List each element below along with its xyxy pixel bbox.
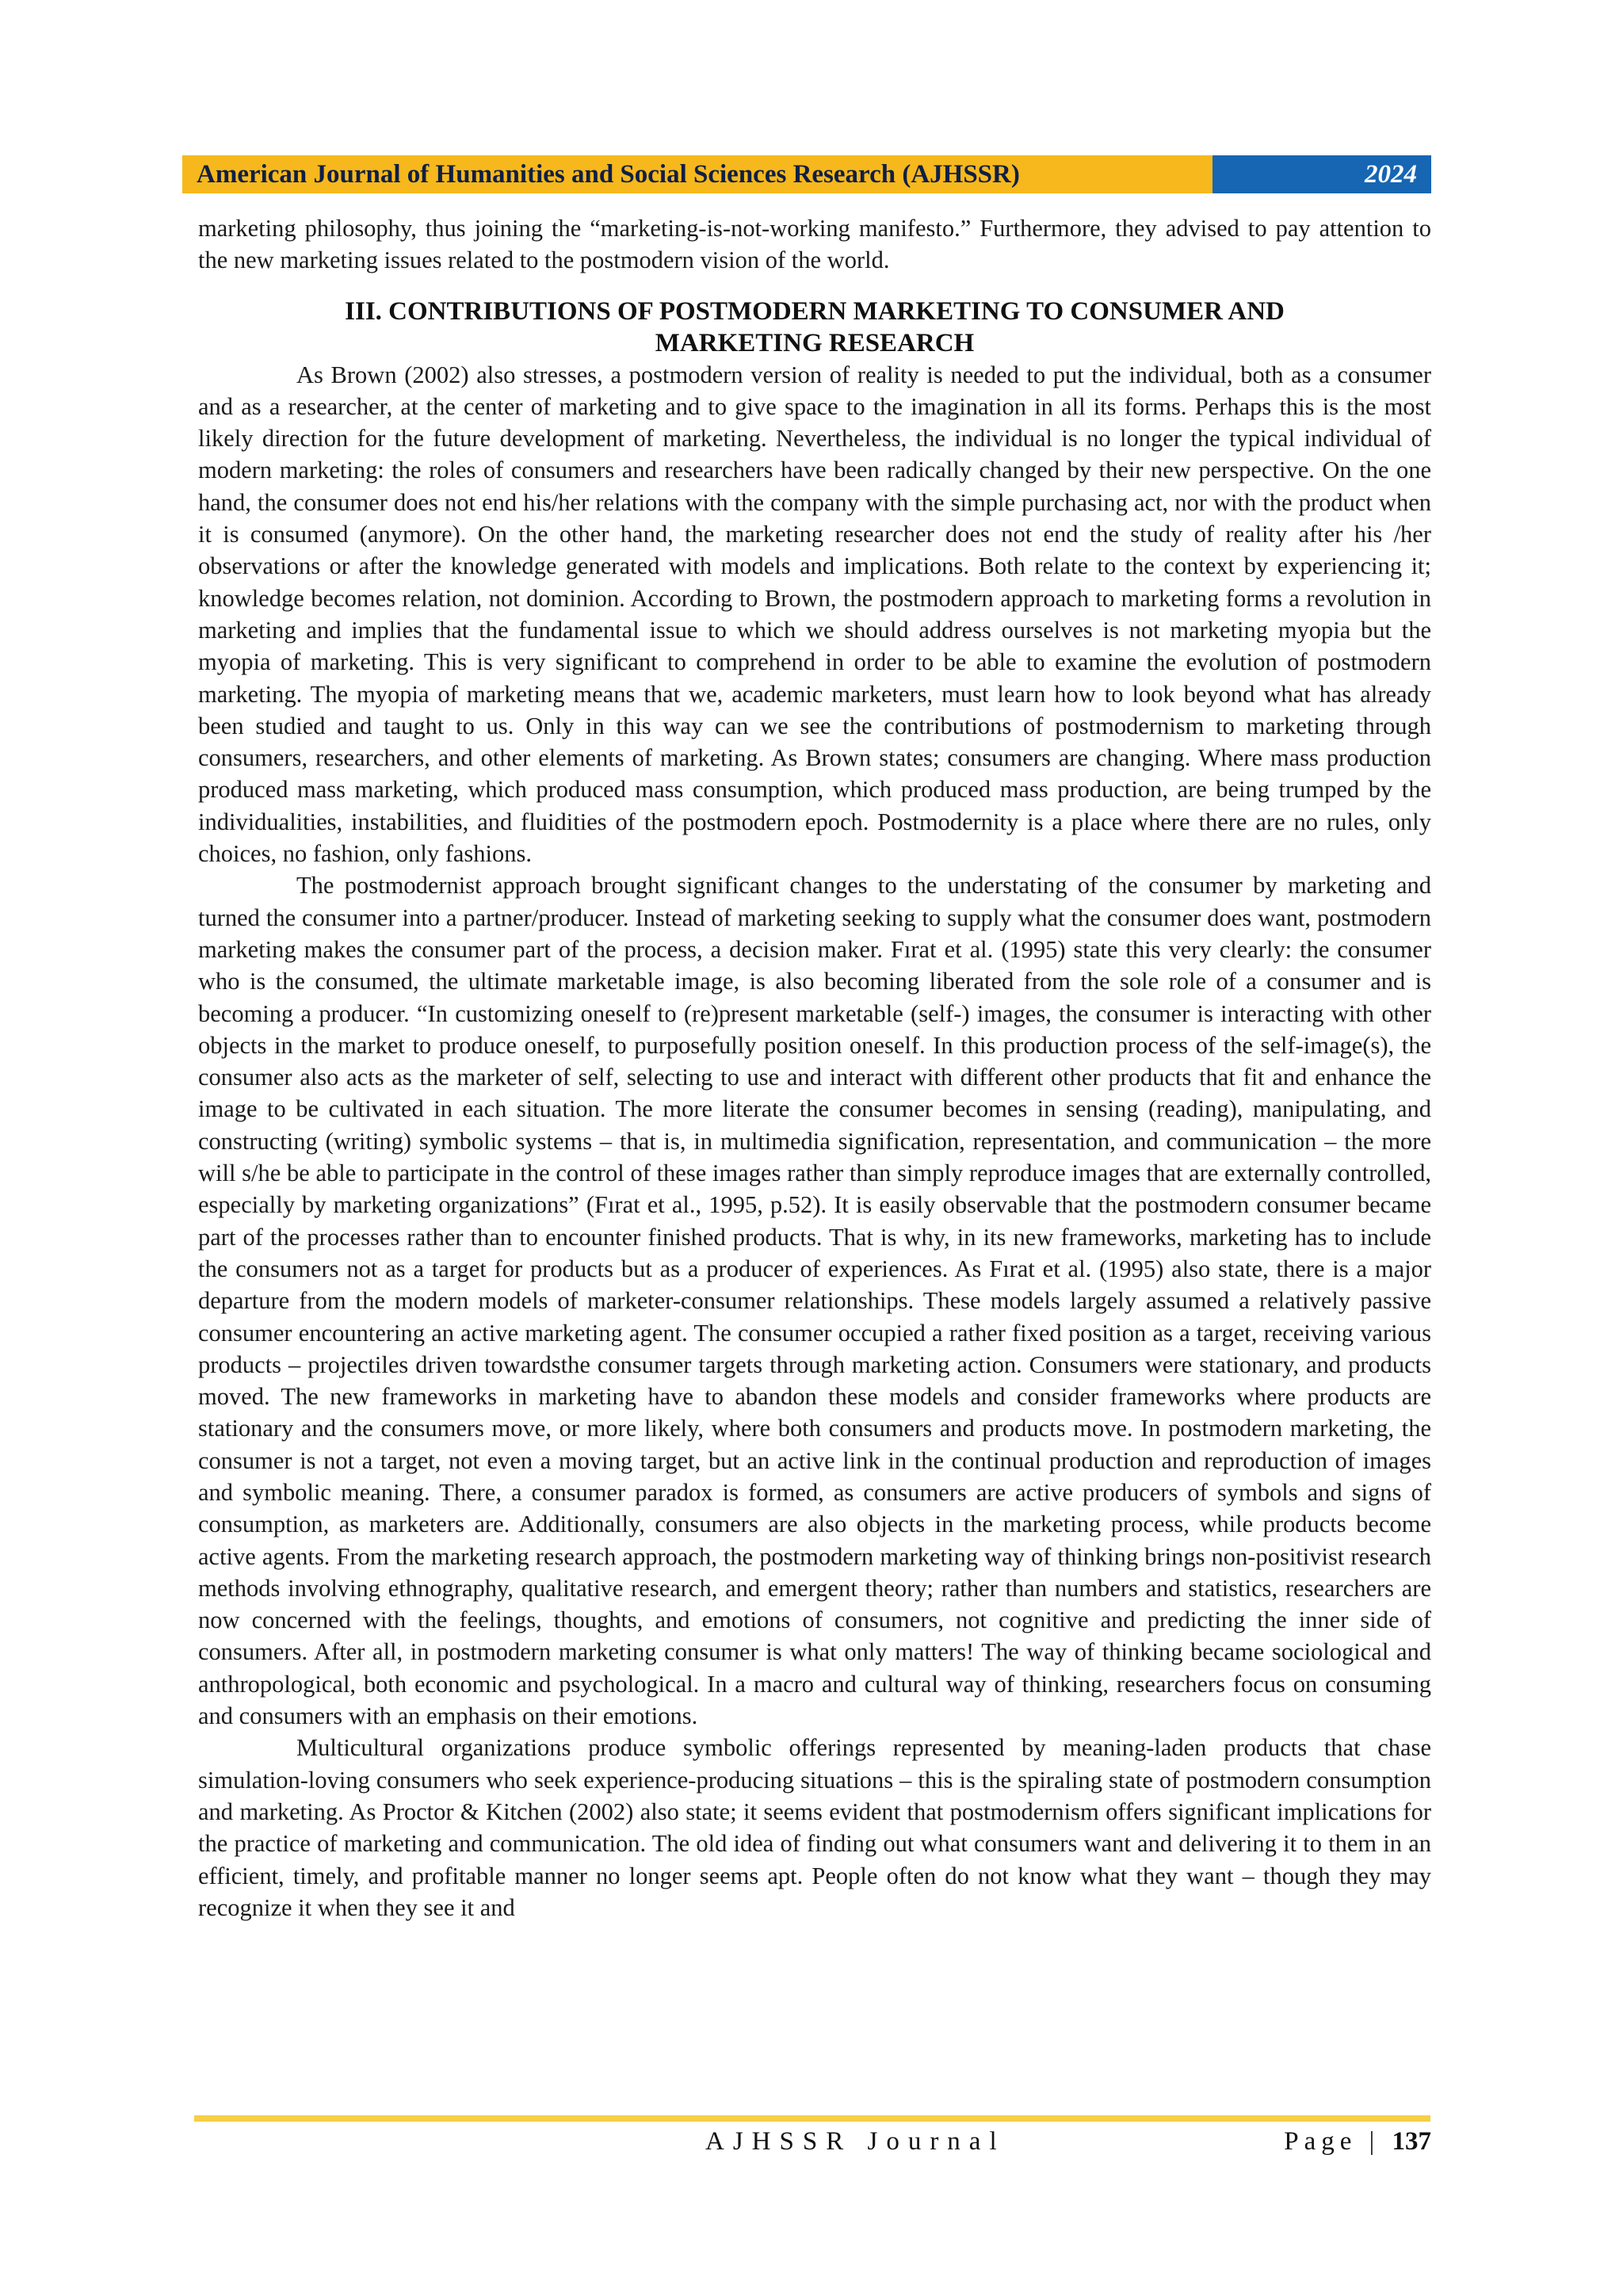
- journal-header: [182, 155, 1431, 193]
- journal-title: American Journal of Humanities and Social Sciences Research (AJHSSR): [182, 155, 1212, 193]
- footer-journal-name: AJHSSR Journal: [705, 2127, 1006, 2156]
- footer-page-indicator: [1284, 2127, 1431, 2157]
- paragraph-postmodernist-approach: The postmodernist approach brought significant changes to the understating of the consumer by marketing and turned the consumer into a partner/producer. Instead of marketing seeking to supply what the consumer does want, postmodern marketing makes the consumer part of the process, a decision maker. Fırat et al. (1995) state this very clearly: the consumer who is the consumed, the ultimate marketable image, is also becoming liberated from the sole role of a consumer and is becoming a producer. “In customizing oneself to (re)present marketable (self-) images, the consumer is interacting with other objects in the market to produce oneself, to purposefully position oneself. In this production process of the self-image(s), the consumer also acts as the marketer of self, selecting to use and interact with different other products that fit and enhance the image to be cultivated in each situation. The more literate the consumer becomes in sensing (reading), manipulating, and constructing (writing) symbolic systems – that is, in multimedia signification, representation, and communication – the more will s/he be able to participate in the control of these images rather than simply reproduce images that are externally controlled, especially by marketing organizations” (Fırat et al., 1995, p.52). It is easily observable that the postmodern consumer became part of the processes rather than to encounter finished products. That is why, in its new frameworks, marketing has to include the consumers not as a target for products but as a producer of experiences. As Fırat et al. (1995) also state, there is a major departure from the modern models of marketer-consumer relationships. These models largely assumed a relatively passive consumer encountering an active marketing agent. The consumer occupied a rather fixed position as a target, receiving various products – projectiles driven towardsthe consumer targets through marketing action. Consumers were stationary, and products moved. The new frameworks in marketing have to abandon these models and consider frameworks where products are stationary and the consumers move, or more likely, where both consumers and products move. In postmodern marketing, the consumer is not a target, not even a moving target, but an active link in the continual production and reproduction of images and symbolic meaning. There, a consumer paradox is formed, as consumers are active producers of symbols and signs of consumption, as marketers are. Additionally, consumers are also objects in the marketing process, while products become active agents. From the marketing research approach, the postmodern marketing way of thinking brings non-positivist research methods involving ethnography, qualitative research, and emergent theory; rather than numbers and statistics, researchers are now concerned with the feelings, thoughts, and emotions of consumers, not cognitive and predicting the inner side of consumers. After all, in postmodern marketing consumer is what only matters! The way of thinking became sociological and anthropological, both economic and psychological. In a macro and cultural way of thinking, researchers focus on consuming and consumers with an emphasis on their emotions.: [198, 872, 1431, 1730]
- section-heading-line-2: MARKETING RESEARCH: [655, 328, 975, 357]
- publication-year: 2024: [1212, 155, 1431, 193]
- section-heading: [198, 296, 1431, 359]
- page-footer: [198, 2127, 1431, 2164]
- article-body: [198, 212, 1431, 1924]
- paragraph-multicultural: Multicultural organizations produce symbolic offerings represented by meaning-laden products that chase simulation-loving consumers who seek experience-producing situations – this is the spiraling state of postmodern consumption and marketing. As Proctor & Kitchen (2002) also state; it seems evident that postmodernism offers significant implications for the practice of marketing and communication. The old idea of finding out what consumers want and delivering it to them in an efficient, timely, and profitable manner no longer seems apt. People often do not know what they want – though they may recognize it when they see it and: [198, 1734, 1431, 1921]
- page-number: 137: [1392, 2127, 1431, 2156]
- section-heading-line-1: III. CONTRIBUTIONS OF POSTMODERN MARKETING TO CONSUMER AND: [345, 296, 1285, 326]
- footer-page-label: Page |: [1284, 2127, 1381, 2156]
- footer-rule: [194, 2115, 1430, 2122]
- intro-paragraph: marketing philosophy, thus joining the “marketing-is-not-working manifesto.” Furthermore, they advised to pay attention to the new marketing issues related to the postmodern vision of the world.: [198, 215, 1431, 274]
- paragraph-brown: As Brown (2002) also stresses, a postmodern version of reality is needed to put the individual, both as a consumer and as a researcher, at the center of marketing and to give space to the imagination in all its forms. Perhaps this is the most likely direction for the future development of marketing. Nevertheless, the individual is no longer the typical individual of modern marketing: the roles of consumers and researchers have been radically changed by their new perspective. On the one hand, the consumer does not end his/her relations with the company with the simple purchasing act, nor with the product when it is consumed (anymore). On the other hand, the marketing researcher does not end the study of reality after his /her observations or after the knowledge generated with models and implications. Both relate to the context by experiencing it; knowledge becomes relation, not dominion. According to Brown, the postmodern approach to marketing forms a revolution in marketing and implies that the fundamental issue to which we should address ourselves is not marketing myopia but the myopia of marketing. This is very significant to comprehend in order to be able to examine the evolution of postmodern marketing. The myopia of marketing means that we, academic marketers, must learn how to look beyond what has already been studied and taught to us. Only in this way can we see the contributions of postmodernism to marketing through consumers, researchers, and other elements of marketing. As Brown states; consumers are changing. Where mass production produced mass marketing, which produced mass consumption, which produced mass production, are being trumped by the individualities, instabilities, and fluidities of the postmodern epoch. Postmodernity is a place where there are no rules, only choices, no fashion, only fashions.: [198, 361, 1431, 868]
